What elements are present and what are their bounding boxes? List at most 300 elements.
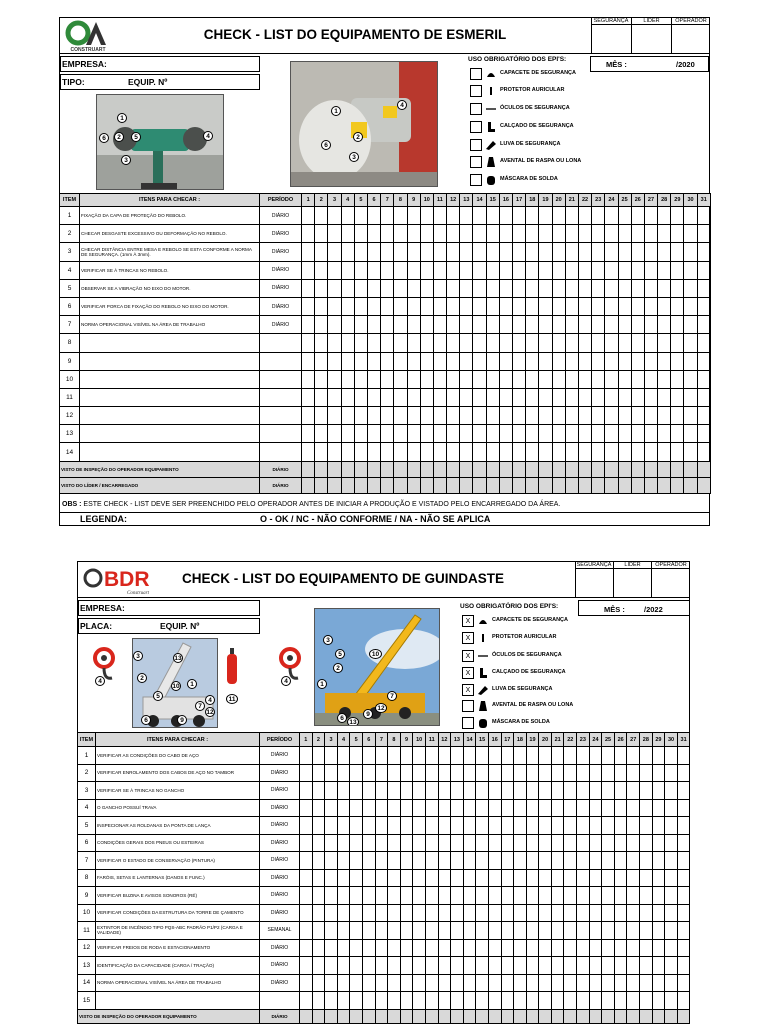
day-check-cell[interactable] [337, 939, 350, 957]
day-signature-cell[interactable] [539, 461, 552, 477]
day-check-cell[interactable] [564, 939, 577, 957]
day-check-cell[interactable] [476, 817, 489, 835]
day-check-cell[interactable] [501, 904, 514, 922]
day-signature-cell[interactable] [486, 461, 499, 477]
day-check-cell[interactable] [526, 352, 539, 370]
day-check-cell[interactable] [486, 334, 499, 352]
day-signature-cell[interactable] [605, 477, 618, 493]
day-signature-cell[interactable] [640, 1009, 653, 1023]
day-check-cell[interactable] [589, 939, 602, 957]
day-check-cell[interactable] [337, 747, 350, 765]
day-check-cell[interactable] [350, 939, 363, 957]
day-check-cell[interactable] [499, 243, 512, 261]
day-check-cell[interactable] [658, 225, 671, 243]
day-check-cell[interactable] [618, 407, 631, 425]
day-check-cell[interactable] [463, 939, 476, 957]
day-check-cell[interactable] [413, 817, 426, 835]
day-check-cell[interactable] [513, 297, 526, 315]
day-check-cell[interactable] [652, 869, 665, 887]
day-check-cell[interactable] [627, 887, 640, 905]
day-check-cell[interactable] [627, 957, 640, 975]
day-check-cell[interactable] [697, 297, 710, 315]
day-check-cell[interactable] [602, 764, 615, 782]
day-check-cell[interactable] [407, 261, 420, 279]
day-check-cell[interactable] [420, 243, 433, 261]
day-check-cell[interactable] [400, 834, 413, 852]
day-check-cell[interactable] [652, 799, 665, 817]
day-signature-cell[interactable] [618, 477, 631, 493]
day-check-cell[interactable] [677, 974, 690, 992]
day-check-cell[interactable] [526, 261, 539, 279]
day-check-cell[interactable] [341, 425, 354, 443]
day-check-cell[interactable] [447, 443, 460, 461]
day-check-cell[interactable] [420, 279, 433, 297]
day-check-cell[interactable] [618, 243, 631, 261]
day-check-cell[interactable] [407, 207, 420, 225]
day-signature-cell[interactable] [644, 477, 657, 493]
day-check-cell[interactable] [486, 443, 499, 461]
day-check-cell[interactable] [665, 957, 678, 975]
day-check-cell[interactable] [425, 939, 438, 957]
day-check-cell[interactable] [375, 939, 388, 957]
day-check-cell[interactable] [476, 764, 489, 782]
day-check-cell[interactable] [337, 869, 350, 887]
day-check-cell[interactable] [413, 869, 426, 887]
day-check-cell[interactable] [640, 904, 653, 922]
day-check-cell[interactable] [473, 225, 486, 243]
day-check-cell[interactable] [665, 764, 678, 782]
day-check-cell[interactable] [605, 370, 618, 388]
day-check-cell[interactable] [486, 279, 499, 297]
day-check-cell[interactable] [413, 782, 426, 800]
day-check-cell[interactable] [328, 243, 341, 261]
day-check-cell[interactable] [350, 764, 363, 782]
day-check-cell[interactable] [400, 957, 413, 975]
day-check-cell[interactable] [476, 869, 489, 887]
day-signature-cell[interactable] [658, 461, 671, 477]
day-check-cell[interactable] [362, 922, 375, 940]
day-check-cell[interactable] [644, 352, 657, 370]
day-check-cell[interactable] [312, 852, 325, 870]
day-check-cell[interactable] [381, 407, 394, 425]
day-check-cell[interactable] [400, 939, 413, 957]
day-check-cell[interactable] [627, 834, 640, 852]
day-check-cell[interactable] [631, 225, 644, 243]
day-check-cell[interactable] [400, 782, 413, 800]
day-check-cell[interactable] [460, 243, 473, 261]
day-check-cell[interactable] [564, 834, 577, 852]
day-check-cell[interactable] [577, 957, 590, 975]
day-check-cell[interactable] [514, 904, 527, 922]
day-check-cell[interactable] [589, 957, 602, 975]
day-check-cell[interactable] [539, 388, 552, 406]
day-check-cell[interactable] [631, 297, 644, 315]
day-check-cell[interactable] [652, 887, 665, 905]
day-check-cell[interactable] [337, 992, 350, 1010]
day-signature-cell[interactable] [388, 1009, 401, 1023]
day-signature-cell[interactable] [684, 477, 697, 493]
day-check-cell[interactable] [337, 904, 350, 922]
day-check-cell[interactable] [605, 207, 618, 225]
day-check-cell[interactable] [658, 316, 671, 334]
day-signature-cell[interactable] [671, 461, 684, 477]
day-signature-cell[interactable] [433, 461, 446, 477]
day-check-cell[interactable] [539, 992, 552, 1010]
day-signature-cell[interactable] [565, 461, 578, 477]
day-check-cell[interactable] [652, 992, 665, 1010]
day-check-cell[interactable] [476, 922, 489, 940]
epi-checkbox[interactable]: X [462, 632, 474, 644]
day-check-cell[interactable] [665, 799, 678, 817]
day-signature-cell[interactable] [565, 477, 578, 493]
day-check-cell[interactable] [381, 334, 394, 352]
day-check-cell[interactable] [640, 834, 653, 852]
day-check-cell[interactable] [684, 225, 697, 243]
day-check-cell[interactable] [644, 316, 657, 334]
day-check-cell[interactable] [539, 939, 552, 957]
day-check-cell[interactable] [473, 370, 486, 388]
day-check-cell[interactable] [589, 764, 602, 782]
day-check-cell[interactable] [577, 764, 590, 782]
day-check-cell[interactable] [677, 852, 690, 870]
day-signature-cell[interactable] [341, 477, 354, 493]
epi-checkbox[interactable] [470, 103, 482, 115]
day-check-cell[interactable] [539, 922, 552, 940]
day-check-cell[interactable] [514, 887, 527, 905]
day-check-cell[interactable] [652, 852, 665, 870]
day-check-cell[interactable] [618, 207, 631, 225]
day-check-cell[interactable] [438, 817, 451, 835]
day-check-cell[interactable] [341, 388, 354, 406]
day-check-cell[interactable] [413, 764, 426, 782]
day-check-cell[interactable] [565, 334, 578, 352]
day-check-cell[interactable] [499, 207, 512, 225]
day-check-cell[interactable] [488, 992, 501, 1010]
day-check-cell[interactable] [341, 279, 354, 297]
day-check-cell[interactable] [665, 782, 678, 800]
day-check-cell[interactable] [302, 225, 315, 243]
day-check-cell[interactable] [552, 388, 565, 406]
day-check-cell[interactable] [658, 370, 671, 388]
day-check-cell[interactable] [328, 443, 341, 461]
day-signature-cell[interactable] [328, 477, 341, 493]
day-check-cell[interactable] [513, 279, 526, 297]
day-check-cell[interactable] [460, 297, 473, 315]
day-check-cell[interactable] [539, 834, 552, 852]
day-check-cell[interactable] [325, 852, 338, 870]
day-check-cell[interactable] [413, 852, 426, 870]
day-check-cell[interactable] [302, 261, 315, 279]
day-check-cell[interactable] [578, 316, 591, 334]
day-check-cell[interactable] [433, 316, 446, 334]
day-check-cell[interactable] [438, 887, 451, 905]
day-check-cell[interactable] [433, 443, 446, 461]
day-check-cell[interactable] [526, 316, 539, 334]
day-check-cell[interactable] [677, 817, 690, 835]
day-check-cell[interactable] [658, 407, 671, 425]
day-check-cell[interactable] [451, 992, 464, 1010]
day-check-cell[interactable] [367, 297, 380, 315]
day-check-cell[interactable] [438, 799, 451, 817]
day-signature-cell[interactable] [473, 477, 486, 493]
day-check-cell[interactable] [488, 764, 501, 782]
day-signature-cell[interactable] [400, 1009, 413, 1023]
day-check-cell[interactable] [400, 992, 413, 1010]
day-check-cell[interactable] [618, 334, 631, 352]
day-check-cell[interactable] [325, 922, 338, 940]
day-check-cell[interactable] [407, 243, 420, 261]
day-check-cell[interactable] [514, 747, 527, 765]
day-check-cell[interactable] [526, 869, 539, 887]
day-check-cell[interactable] [325, 799, 338, 817]
day-check-cell[interactable] [578, 352, 591, 370]
day-check-cell[interactable] [501, 747, 514, 765]
day-check-cell[interactable] [400, 764, 413, 782]
day-check-cell[interactable] [302, 370, 315, 388]
day-check-cell[interactable] [552, 443, 565, 461]
day-check-cell[interactable] [631, 279, 644, 297]
day-check-cell[interactable] [665, 852, 678, 870]
day-check-cell[interactable] [539, 316, 552, 334]
day-check-cell[interactable] [350, 957, 363, 975]
day-check-cell[interactable] [350, 887, 363, 905]
day-check-cell[interactable] [463, 817, 476, 835]
day-check-cell[interactable] [328, 207, 341, 225]
day-check-cell[interactable] [354, 334, 367, 352]
day-check-cell[interactable] [300, 887, 313, 905]
day-check-cell[interactable] [325, 869, 338, 887]
epi-checkbox[interactable]: X [462, 615, 474, 627]
day-check-cell[interactable] [337, 957, 350, 975]
day-check-cell[interactable] [539, 261, 552, 279]
day-signature-cell[interactable] [605, 461, 618, 477]
day-check-cell[interactable] [312, 747, 325, 765]
day-check-cell[interactable] [677, 992, 690, 1010]
day-check-cell[interactable] [413, 939, 426, 957]
epi-checkbox[interactable] [470, 68, 482, 80]
day-signature-cell[interactable] [438, 1009, 451, 1023]
day-check-cell[interactable] [605, 297, 618, 315]
day-check-cell[interactable] [354, 207, 367, 225]
day-check-cell[interactable] [488, 852, 501, 870]
day-check-cell[interactable] [451, 852, 464, 870]
day-check-cell[interactable] [438, 869, 451, 887]
day-check-cell[interactable] [526, 974, 539, 992]
day-check-cell[interactable] [552, 243, 565, 261]
day-check-cell[interactable] [640, 992, 653, 1010]
day-check-cell[interactable] [614, 887, 627, 905]
day-check-cell[interactable] [488, 782, 501, 800]
day-check-cell[interactable] [312, 992, 325, 1010]
day-signature-cell[interactable] [312, 1009, 325, 1023]
day-check-cell[interactable] [438, 992, 451, 1010]
day-check-cell[interactable] [627, 869, 640, 887]
day-check-cell[interactable] [578, 261, 591, 279]
day-check-cell[interactable] [605, 352, 618, 370]
day-check-cell[interactable] [302, 352, 315, 370]
day-check-cell[interactable] [438, 747, 451, 765]
day-check-cell[interactable] [350, 747, 363, 765]
day-signature-cell[interactable] [514, 1009, 527, 1023]
day-check-cell[interactable] [684, 261, 697, 279]
day-check-cell[interactable] [302, 207, 315, 225]
day-check-cell[interactable] [578, 279, 591, 297]
day-check-cell[interactable] [420, 370, 433, 388]
day-check-cell[interactable] [589, 992, 602, 1010]
day-check-cell[interactable] [367, 443, 380, 461]
day-signature-cell[interactable] [420, 477, 433, 493]
day-check-cell[interactable] [652, 939, 665, 957]
day-signature-cell[interactable] [413, 1009, 426, 1023]
day-check-cell[interactable] [413, 957, 426, 975]
day-check-cell[interactable] [488, 939, 501, 957]
day-signature-cell[interactable] [362, 1009, 375, 1023]
day-check-cell[interactable] [486, 261, 499, 279]
day-check-cell[interactable] [354, 243, 367, 261]
day-check-cell[interactable] [618, 225, 631, 243]
day-signature-cell[interactable] [460, 461, 473, 477]
day-check-cell[interactable] [514, 957, 527, 975]
day-check-cell[interactable] [400, 904, 413, 922]
sign-col-lider[interactable]: LÍDER [613, 562, 651, 598]
day-check-cell[interactable] [438, 904, 451, 922]
day-check-cell[interactable] [578, 388, 591, 406]
day-check-cell[interactable] [564, 747, 577, 765]
day-check-cell[interactable] [325, 904, 338, 922]
day-check-cell[interactable] [302, 407, 315, 425]
day-check-cell[interactable] [697, 261, 710, 279]
day-check-cell[interactable] [407, 352, 420, 370]
day-check-cell[interactable] [665, 747, 678, 765]
day-check-cell[interactable] [300, 747, 313, 765]
day-signature-cell[interactable] [407, 477, 420, 493]
day-check-cell[interactable] [312, 957, 325, 975]
epi-checkbox[interactable]: X [462, 667, 474, 679]
day-check-cell[interactable] [551, 817, 564, 835]
day-check-cell[interactable] [578, 225, 591, 243]
day-check-cell[interactable] [501, 782, 514, 800]
day-check-cell[interactable] [341, 352, 354, 370]
day-check-cell[interactable] [350, 852, 363, 870]
day-check-cell[interactable] [367, 261, 380, 279]
day-check-cell[interactable] [684, 316, 697, 334]
day-check-cell[interactable] [325, 747, 338, 765]
day-check-cell[interactable] [488, 817, 501, 835]
day-check-cell[interactable] [501, 834, 514, 852]
epi-checkbox[interactable] [470, 174, 482, 186]
day-check-cell[interactable] [589, 904, 602, 922]
day-check-cell[interactable] [381, 370, 394, 388]
day-check-cell[interactable] [539, 887, 552, 905]
day-check-cell[interactable] [300, 957, 313, 975]
day-check-cell[interactable] [388, 834, 401, 852]
day-check-cell[interactable] [644, 207, 657, 225]
day-check-cell[interactable] [565, 443, 578, 461]
day-check-cell[interactable] [375, 904, 388, 922]
day-check-cell[interactable] [328, 316, 341, 334]
day-check-cell[interactable] [375, 922, 388, 940]
day-check-cell[interactable] [362, 782, 375, 800]
day-check-cell[interactable] [499, 352, 512, 370]
day-check-cell[interactable] [381, 316, 394, 334]
day-check-cell[interactable] [463, 869, 476, 887]
day-check-cell[interactable] [644, 334, 657, 352]
day-check-cell[interactable] [476, 904, 489, 922]
day-signature-cell[interactable] [539, 1009, 552, 1023]
day-check-cell[interactable] [677, 764, 690, 782]
day-check-cell[interactable] [677, 869, 690, 887]
day-check-cell[interactable] [605, 225, 618, 243]
day-check-cell[interactable] [341, 316, 354, 334]
day-check-cell[interactable] [665, 887, 678, 905]
day-check-cell[interactable] [539, 370, 552, 388]
day-check-cell[interactable] [460, 207, 473, 225]
day-check-cell[interactable] [341, 334, 354, 352]
day-check-cell[interactable] [488, 887, 501, 905]
day-check-cell[interactable] [447, 407, 460, 425]
day-check-cell[interactable] [671, 407, 684, 425]
day-check-cell[interactable] [394, 261, 407, 279]
day-check-cell[interactable] [325, 957, 338, 975]
day-check-cell[interactable] [473, 261, 486, 279]
day-check-cell[interactable] [486, 243, 499, 261]
day-check-cell[interactable] [451, 764, 464, 782]
day-check-cell[interactable] [526, 407, 539, 425]
day-signature-cell[interactable] [602, 1009, 615, 1023]
day-check-cell[interactable] [433, 243, 446, 261]
day-check-cell[interactable] [514, 817, 527, 835]
day-check-cell[interactable] [631, 370, 644, 388]
day-check-cell[interactable] [388, 939, 401, 957]
day-check-cell[interactable] [697, 370, 710, 388]
day-check-cell[interactable] [552, 425, 565, 443]
day-check-cell[interactable] [325, 817, 338, 835]
day-check-cell[interactable] [473, 297, 486, 315]
day-check-cell[interactable] [433, 334, 446, 352]
day-check-cell[interactable] [447, 261, 460, 279]
day-check-cell[interactable] [602, 887, 615, 905]
day-check-cell[interactable] [328, 279, 341, 297]
day-check-cell[interactable] [697, 243, 710, 261]
day-check-cell[interactable] [605, 316, 618, 334]
day-check-cell[interactable] [605, 261, 618, 279]
epi-checkbox[interactable] [462, 717, 474, 729]
day-check-cell[interactable] [407, 407, 420, 425]
day-signature-cell[interactable] [341, 461, 354, 477]
day-check-cell[interactable] [375, 817, 388, 835]
day-check-cell[interactable] [577, 834, 590, 852]
day-check-cell[interactable] [677, 782, 690, 800]
day-check-cell[interactable] [451, 887, 464, 905]
day-check-cell[interactable] [350, 817, 363, 835]
day-check-cell[interactable] [671, 279, 684, 297]
day-check-cell[interactable] [551, 939, 564, 957]
epi-checkbox[interactable] [470, 156, 482, 168]
day-check-cell[interactable] [300, 974, 313, 992]
day-check-cell[interactable] [552, 316, 565, 334]
day-check-cell[interactable] [684, 352, 697, 370]
day-check-cell[interactable] [501, 974, 514, 992]
day-check-cell[interactable] [631, 207, 644, 225]
day-check-cell[interactable] [381, 352, 394, 370]
day-check-cell[interactable] [420, 352, 433, 370]
day-check-cell[interactable] [433, 297, 446, 315]
day-check-cell[interactable] [552, 352, 565, 370]
day-check-cell[interactable] [367, 207, 380, 225]
day-check-cell[interactable] [315, 297, 328, 315]
day-check-cell[interactable] [413, 834, 426, 852]
day-check-cell[interactable] [602, 869, 615, 887]
